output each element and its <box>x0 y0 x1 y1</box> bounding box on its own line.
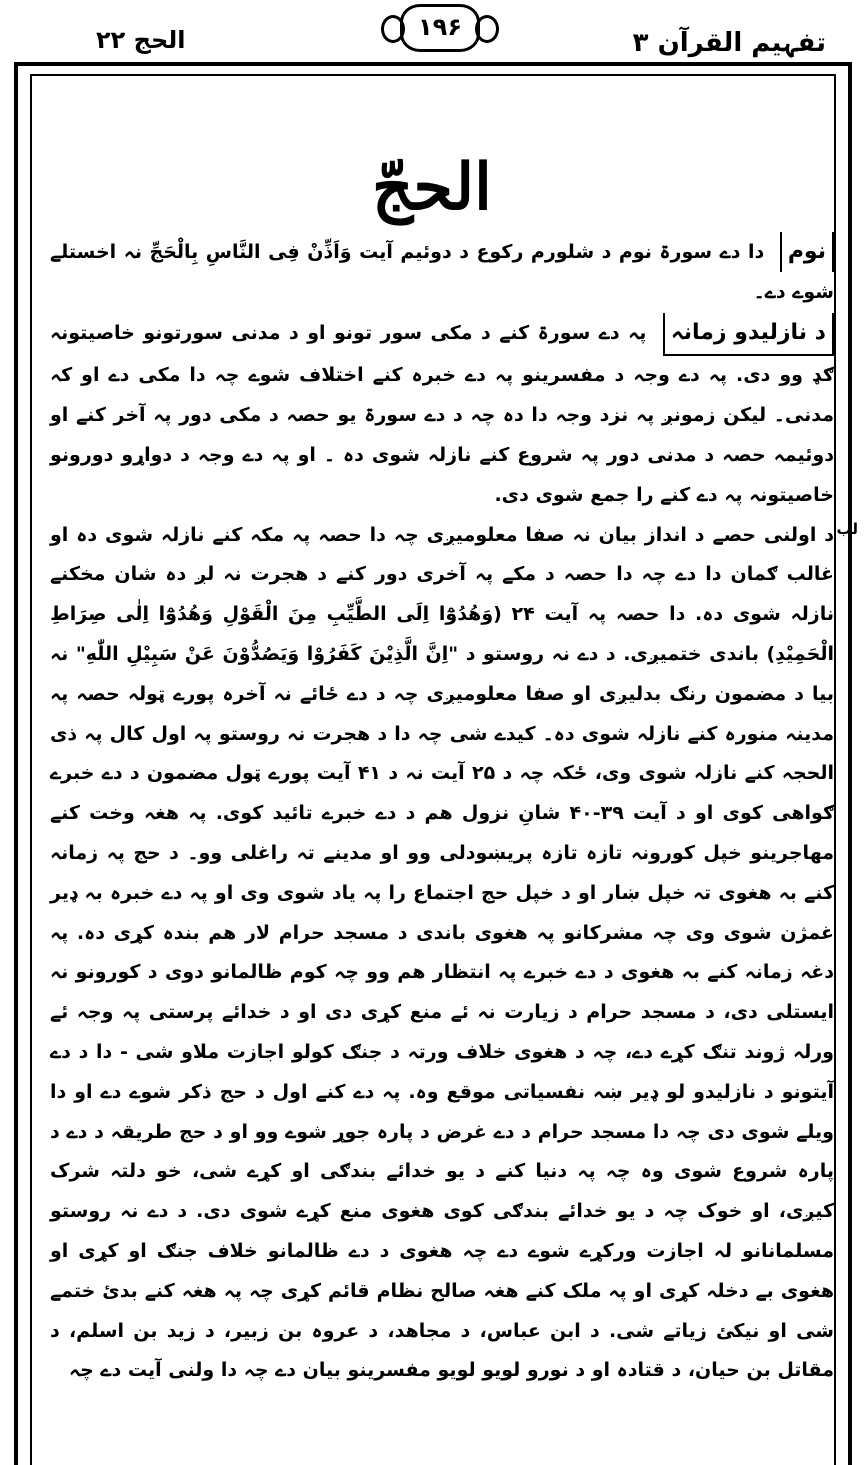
surah-title: الحجّ <box>372 150 492 225</box>
page-number: ۱۹۶ <box>400 4 480 52</box>
page-header <box>0 0 864 62</box>
name-text: دا دے سورۃ نوم د شلورم رکوع د دوئیم آیت وَاَذِّنْ فِی النَّاسِ بِالْحَجِّ نہ اخستلے شوے دے۔ <box>50 241 834 303</box>
period-label: د نازلیدو زمانہ <box>663 313 834 357</box>
book-title: تفہیم القرآن ۳ <box>632 28 826 58</box>
paragraph-2: د اولنی حصے د انداز بیان نہ صفا معلومیږی چہ دا حصہ پہ مکہ کنے نازلہ شوی دہ او غالب ګمان دا دے چہ دا حصہ د مکے پہ آخری دور کنے د ھجرت نہ لږ دہ شان مخکنے نازلہ شوی دہ. دا حصہ پہ آیت ۲۴ (وَهُدُوْٓا اِلَی الطَّیِّبِ مِنَ الْقَوْلِ وَهُدُوْٓا اِلٰی صِرَاطِ الْحَمِیْدِ) باندی ختمیږی. د دے نہ روستو د "اِنَّ الَّذِیْنَ کَفَرُوْا وَیَصُدُّوْنَ عَنْ سَبِیْلِ اللّٰهِ" نہ بیا د مضمون رنګ بدلیږی او صفا معلومیږی چہ د دے ځائے نہ آخرہ پورے ټولہ حصہ پہ مدینہ منورہ کنے نازلہ شوی دہ۔ کیدے شی چہ دا د ھجرت نہ روستو پہ اول کال پہ ذی الحجہ کنے نازلہ شوی وی، ځکہ چہ د ۲۵ آیت نہ د ۴۱ آیت پورے ټول مضمون د دے خبرے ګواهی کوی او د آیت ۳۹-۴۰ شانِ نزول هم د دے خبرے تائید کوی. پہ هغہ وخت کنے مهاجرینو خپل کورونہ تازہ تازہ پریښودلی وو او مدینے تہ راغلی وو۔ د حج پہ زمانہ کنے بہ هغوی تہ خپل ښار او د خپل حج اجتماع را پہ یاد شوی وی او پہ دے خبرہ بہ ډیر غمژن شوی وی چہ مشرکانو پہ هغوی باندی د مسجد حرام لار هم بندہ کړی دہ. پہ دغہ زمانہ کنے بہ هغوی د دے خبرے پہ انتظار هم وو چہ کوم ظالمانو دوی د کورونو نہ ایستلی دی، د مسجد حرام د زیارت نہ ئے منع کړی دی او د خدائے پرستی پہ وجہ ئے ورلہ ژوند تنګ کړے دے، چہ د هغوی خلاف ورتہ د جنګ کولو اجازت ملاو شی - دا د دے آیتونو د نازلیدو لو ډیر ښہ نفسیاتی موقع وہ. پہ دے کنے اول د حج ذکر شوے دے او دا ویلے شوی دی چہ دا مسجد حرام د دے غرض د پارہ جوړ شوے وو او د حج طریقہ د دے د پارہ شروع شوی وہ چہ پہ دنیا کنے د یو خدائے بندګی او کړے شی، خو دلتہ شرک کیږی، او خوک چہ د یو خدائے بندګی کوی هغوی منع کړے شوی دی. د دے نہ روستو مسلمانانو لہ اجازت ورکړے شوے دے چہ هغوی د دے ظالمانو خلاف جنګ او کړی او هغوی بے دخلہ کړی او پہ ملک کنے هغہ صالح نظام قائم کړی چہ پہ هغہ کنے بدئ ختمے شی او نیکئ زیاتے شی. د ابن عباس، د مجاهد، د عروہ بن زبیر، د زید بن اسلم، د مقاتل بن حیان، د قتادہ او د نورو لویو لویو مفسرینو بیان دے چہ دا ولنی آیت دے چہ <box>50 523 835 1382</box>
margin-note: لب <box>836 520 858 538</box>
name-label: نوم <box>780 232 834 272</box>
period-section <box>50 313 834 516</box>
surah-reference: الحج ۲۲ <box>96 26 186 54</box>
name-section <box>50 232 834 313</box>
paragraph-1: پہ دے سورۃ کنے د مکی سور تونو او د مدنی سورتونو خاصیتونہ ګډ وو دی. پہ دے وجہ د مفسرینو پہ دے خبرہ کنے اختلاف شوے چہ دا مکی دے او کہ مدنی۔ لیکن زمونږ پہ نزد وجہ دا دہ چہ د دے سورۃ یو حصہ د مکی دور پہ آخر کنے او دوئیمہ حصہ د مدنی دور پہ شروع کنے نازلہ شوی دہ ۔ او پہ دے وجہ د دواړو دورونو خاصیتونہ پہ دے کنے را جمع شوی دی. <box>50 321 834 506</box>
page-body <box>50 232 834 1391</box>
